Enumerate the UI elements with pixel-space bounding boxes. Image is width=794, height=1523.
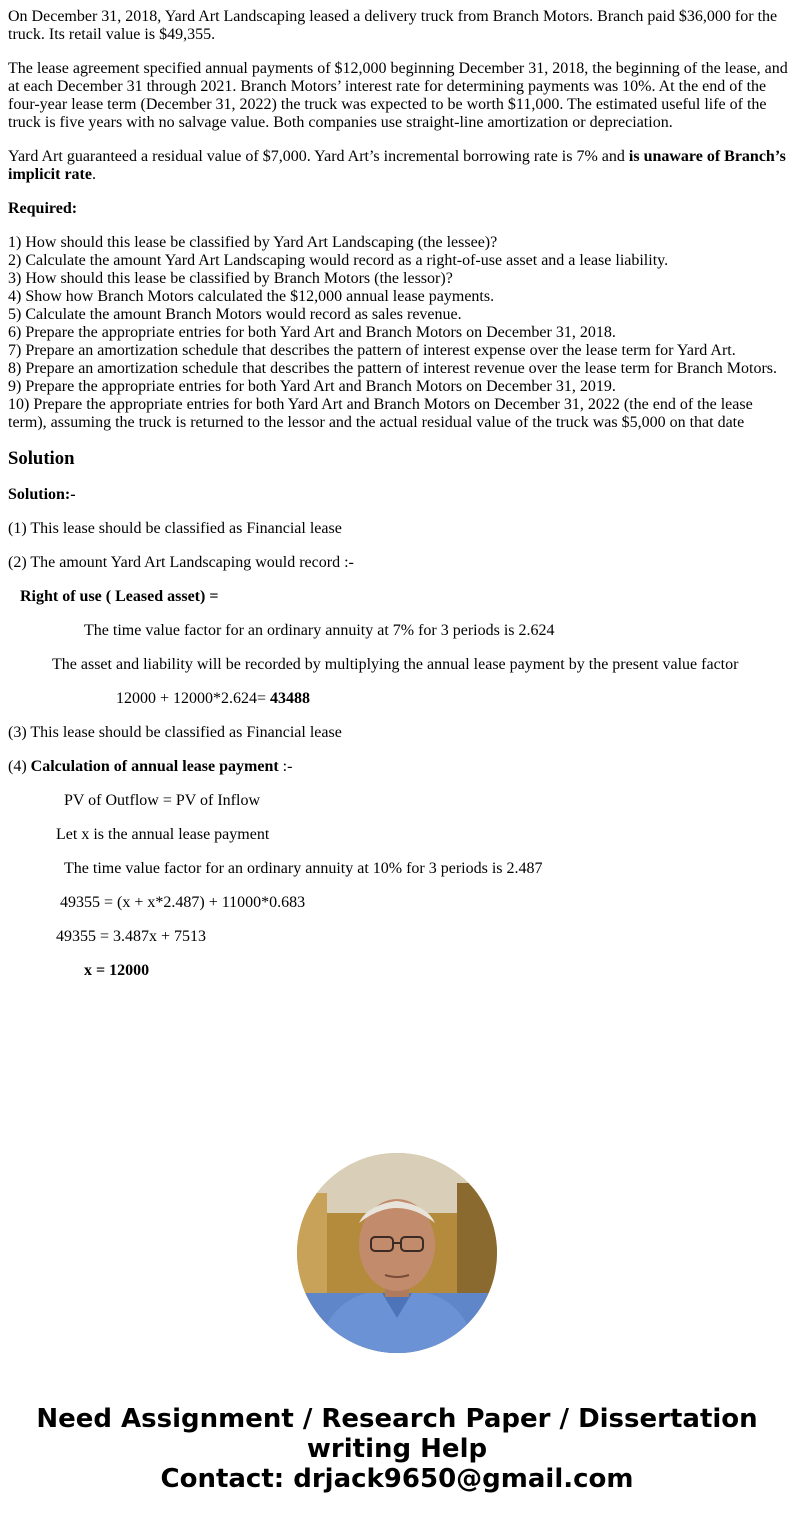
document-body: [8, 8, 788, 996]
promo-line-1: Need Assignment / Research Paper / Dissertation: [36, 1404, 758, 1434]
solution-step-2: (2) The amount Yard Art Landscaping would record :-: [8, 554, 354, 571]
author-photo: [297, 1153, 497, 1353]
p3-text: Yard Art guaranteed a residual value of $7,000. Yard Art’s incremental borrowing rate is 7% and: [8, 148, 629, 165]
question-paragraph-3: [8, 148, 788, 184]
required-item: 4) Show how Branch Motors calculated the $12,000 annual lease payments.: [8, 288, 495, 305]
required-item: 1) How should this lease be classified by Yard Art Landscaping (the lessee)?: [8, 234, 498, 251]
s4-prefix: (4): [8, 758, 31, 775]
solution-label: Solution:-: [8, 486, 76, 503]
question-paragraph-2: The lease agreement specified annual payments of $12,000 beginning December 31, 2018, the beginning of the lease, and at each December 31 through 2021. Branch Motors’ interest rate for determining payments was 10%. At the end of the four-year lease term (December 31, 2022) the truck was expected to be worth $11,000. The estimated useful life of the truck is five years with no salvage value. Both companies use straight-line amortization or depreciation.: [8, 60, 788, 131]
s4-title: Calculation of annual lease payment: [30, 758, 279, 775]
equation-result: x = 12000: [84, 962, 150, 979]
promo-banner: [0, 1404, 794, 1494]
solution-step-3: (3) This lease should be classified as Financial lease: [8, 724, 342, 741]
rou-label: Right of use ( Leased asset) =: [20, 588, 219, 605]
solution-step-1: (1) This lease should be classified as Financial lease: [8, 520, 342, 537]
s4-suffix: :-: [278, 758, 293, 775]
author-photo-image: [297, 1153, 497, 1353]
required-item: 2) Calculate the amount Yard Art Landscaping would record as a right-of-use asset and a lease liability.: [8, 252, 669, 269]
question-paragraph-1: On December 31, 2018, Yard Art Landscaping leased a delivery truck from Branch Motors. Branch paid $36,000 for the truck. Its retail value is $49,355.: [8, 8, 778, 43]
equation-1: 49355 = (x + x*2.487) + 11000*0.683: [60, 894, 306, 911]
promo-contact: Contact: drjack9650@gmail.com: [160, 1464, 634, 1494]
pv-equation: PV of Outflow = PV of Inflow: [64, 792, 260, 809]
required-label: Required:: [8, 200, 78, 217]
equation-2: 49355 = 3.487x + 7513: [56, 928, 207, 945]
asset-liability-note: The asset and liability will be recorded by multiplying the annual lease payment by the present value factor: [52, 656, 739, 673]
required-item: 7) Prepare an amortization schedule that describes the pattern of interest expense over the lease term for Yard Art.: [8, 342, 736, 359]
p3-end: .: [91, 166, 96, 183]
rou-calc-expr: 12000 + 12000*2.624=: [116, 690, 271, 707]
solution-step-4: [8, 758, 788, 776]
required-item: 5) Calculate the amount Branch Motors would record as sales revenue.: [8, 306, 462, 323]
required-item: 9) Prepare the appropriate entries for both Yard Art and Branch Motors on December 31, 2019.: [8, 378, 616, 395]
p3-bold-text: is unaware of Branch’s implicit rate: [8, 148, 786, 183]
promo-line-2: writing Help: [306, 1434, 488, 1464]
required-item: 8) Prepare an amortization schedule that describes the pattern of interest revenue over the lease term for Branch Motors.: [8, 360, 778, 377]
required-item: 3) How should this lease be classified by Branch Motors (the lessor)?: [8, 270, 453, 287]
required-item: 6) Prepare the appropriate entries for both Yard Art and Branch Motors on December 31, 2018.: [8, 324, 616, 341]
solution-heading: Solution: [8, 448, 75, 469]
tvf-7-percent: The time value factor for an ordinary annuity at 7% for 3 periods is 2.624: [84, 622, 555, 639]
rou-calc-result: 43488: [270, 690, 311, 707]
required-item: 10) Prepare the appropriate entries for both Yard Art and Branch Motors on December 31, 2022 (the end of the lease term), assuming the truck is returned to the lessor and the actual residual value of the truck was $5,000 on that date: [8, 396, 753, 431]
tvf-10-percent: The time value factor for an ordinary annuity at 10% for 3 periods is 2.487: [64, 860, 543, 877]
rou-calculation: [8, 690, 788, 708]
required-list: [8, 234, 788, 432]
let-x-note: Let x is the annual lease payment: [56, 826, 270, 843]
